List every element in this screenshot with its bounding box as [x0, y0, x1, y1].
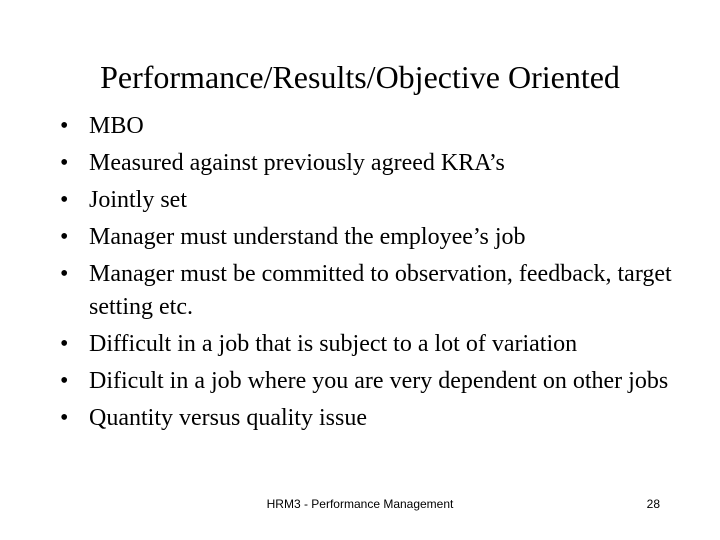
bullet-item [60, 402, 680, 435]
bullet-icon: • [60, 187, 69, 213]
slide-footer: HRM3 - Performance Management [266, 497, 454, 511]
bullet-text: Difficult in a job that is subject to a lot of variation [89, 331, 578, 357]
bullet-text: Measured against previously agreed KRA’s [89, 150, 505, 176]
bullet-item [60, 258, 680, 324]
bullet-item [60, 110, 680, 143]
bullet-text: Jointly set [89, 187, 188, 213]
bullet-icon: • [60, 150, 69, 176]
page-number: 28 [646, 497, 660, 511]
bullet-icon: • [60, 261, 69, 287]
bullet-icon: • [60, 224, 69, 250]
bullet-icon: • [60, 113, 69, 139]
bullet-icon: • [60, 405, 69, 431]
bullet-item [60, 147, 680, 180]
bullet-icon: • [60, 331, 69, 357]
bullet-item [60, 365, 680, 398]
bullet-text: Dificult in a job where you are very dependent on other jobs [89, 368, 669, 394]
bullet-list [60, 110, 680, 439]
slide-title: Performance/Results/Objective Oriented [100, 59, 620, 95]
bullet-item [60, 184, 680, 217]
bullet-text: Quantity versus quality issue [89, 405, 367, 431]
bullet-text: Manager must understand the employee’s job [89, 224, 526, 250]
bullet-text: Manager must be committed to observation, feedback, target setting etc. [89, 261, 672, 320]
bullet-item [60, 328, 680, 361]
bullet-text: MBO [89, 113, 144, 139]
bullet-item [60, 221, 680, 254]
bullet-icon: • [60, 368, 69, 394]
